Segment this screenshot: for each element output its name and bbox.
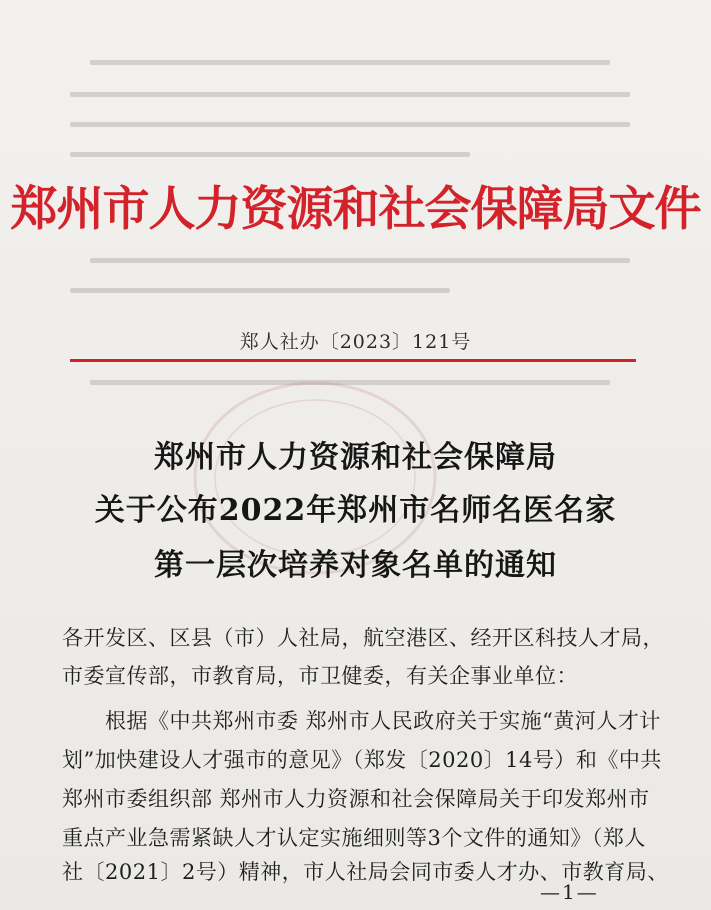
body-text-line: 社〔2021〕2号）精神，市人社局会同市委人才办、市教育局、 xyxy=(62,860,669,884)
body-text-line: 市委宣传部，市教育局，市卫健委，有关企事业单位： xyxy=(62,664,578,688)
body-text-line: 划”加快建设人才强市的意见》（郑发〔2020〕14号）和《中共 xyxy=(62,748,662,772)
body-text-line: 重点产业急需紧缺人才认定实施细则等3个文件的通知》（郑人 xyxy=(62,826,646,850)
body-text-line: 各开发区、区县（市）人社局，航空港区、经开区科技人才局， xyxy=(62,626,664,650)
body-text-line: 郑州市委组织部 郑州市人力资源和社会保障局关于印发郑州市 xyxy=(62,787,650,811)
notice-title-line-2: 关于公布2022年郑州市名师名医名家 xyxy=(94,493,617,528)
agency-header-title: 郑州市人力资源和社会保障局文件 xyxy=(10,182,701,237)
body-text-line: 根据《中共郑州市委 郑州市人民政府关于实施“黄河人才计 xyxy=(62,709,661,733)
notice-title-line-3: 第一层次培养对象名单的通知 xyxy=(154,548,557,583)
page-number: —1— xyxy=(540,880,599,904)
red-divider-rule xyxy=(70,359,636,362)
document-number: 郑人社办〔2023〕121号 xyxy=(239,331,472,353)
notice-title-line-1: 郑州市人力资源和社会保障局 xyxy=(154,440,557,475)
